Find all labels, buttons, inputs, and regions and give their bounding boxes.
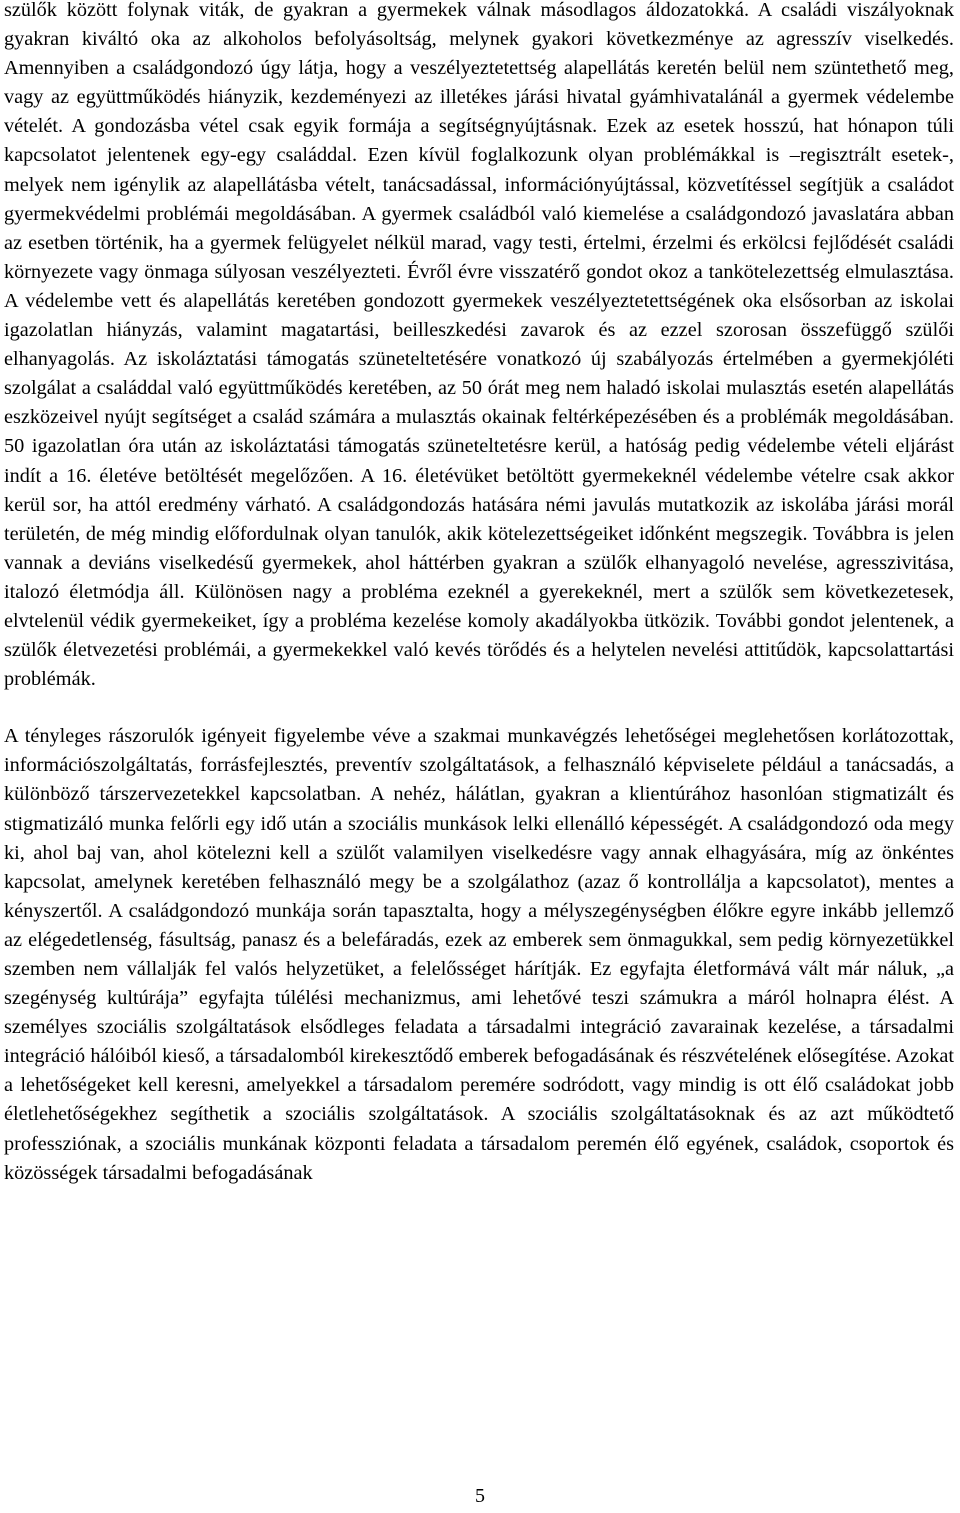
body-paragraph-1: szülők között folynak viták, de gyakran a gyermekek válnak másodlagos áldozatokká. A családi viszályoknak gyakran kiváltó oka az alkoholos befolyásoltság, melynek gyakori következménye az agresszív viselkedés. Amennyiben a családgondozó úgy látja, hogy a veszélyeztetettség alapellátás keretén belül nem szüntethető meg, vagy az együttműködés hiányzik, kezdeményezi az illetékes járási hivatal gyámhivatalánál a gyermek védelembe vételét. A gondozásba vétel csak egyik formája a segítségnyújtásnak. Ezek az esetek hosszú, hat hónapon túli kapcsolatot jelentenek egy-egy családdal. Ezen kívül foglalkozunk olyan problémákkal is –regisztrált esetek-, melyek nem igénylik az alapellátásba vételt, tanácsadással, információnyújtással, közvetítéssel segítjük a családot gyermekvédelmi problémái megoldásában. A gyermek családból való kiemelése a családgondozó javaslatára abban az esetben történik, ha a gyermek felügyelet nélkül marad, vagy testi, értelmi, érzelmi és erkölcsi fejlődését családi környezete vagy önmaga súlyosan veszélyezteti. Évről évre visszatérő gondot okoz a tankötelezettség elmulasztása. A védelembe vett és alapellátás keretében gondozott gyermekek veszélyeztetettségének oka elsősorban az iskolai igazolatlan hiányzás, valamint magatartási, beilleszkedési zavarok és az ezzel szorosan összefüggő szülői elhanyagolás. Az iskoláztatási támogatás szüneteltetésére vonatkozó új szabályozás értelmében a gyermekjóléti szolgálat a családdal való együttműködés keretében, az 50 órát meg nem haladó iskolai mulasztás esetén alapellátás eszközeivel nyújt segítséget a család számára a mulasztás okainak feltérképezésében és a problémák megoldásában. 50 igazolatlan óra után az iskoláztatási támogatás szüneteltetésre kerül, a hatóság pedig védelembe vételi eljárást indít a 16. életéve betöltését megelőzően. A 16. életévüket betöltött gyermekeknél védelembe vételre csak akkor kerül sor, ha attól eredmény várható. A családgondozás hatására némi javulás mutatkozik az iskolába járási morál területén, de még mindig előfordulnak olyan tanulók, akik kötelezettségeiket időnként megszegik. Továbbra is jelen vannak a deviáns viselkedésű gyermekek, ahol háttérben gyakran a szülők elhanyagoló nevelése, agresszivitása, italozó életmódja áll. Különösen nagy a probléma ezeknél a gyerekeknél, mert a szülők sem következetesek, elvtelenül védik gyermekeiket, így a probléma kezelése komoly akadályokba ütközik. További gondot jelentenek, a szülők életvezetési problémái, a gyermekekkel való kevés törődés és a helytelen nevelési attitűdök, kapcsolattartási problémák. <box>4 0 954 691</box>
document-page <box>4 0 954 1188</box>
body-paragraph-2: A tényleges rászorulók igényeit figyelembe véve a szakmai munkavégzés lehetőségei meglehetősen korlátozottak, információszolgáltatás, forrásfejlesztés, preventív szolgáltatások, a felhasználó képviselete például a tanácsadás, a különböző társzervezetekkel kapcsolatban. A nehéz, hálátlan, gyakran a klientúrához hasonlóan stigmatizált és stigmatizáló munka felőrli egy idő után a szociális munkások lelki ellenálló képességét. A családgondozó oda megy ki, ahol baj van, ahol kötelezni kell a szülőt valamilyen viselkedésre vagy annak elhagyására, míg az önkéntes kapcsolat, amelynek keretében felhasználó megy be a szolgálathoz (azaz ő kontrollálja a kapcsolatot), mentes a kényszertől. A családgondozó munkája során tapasztalta, hogy a mélyszegénységben élőkre egyre inkább jellemző az elégedetlenség, fásultság, panasz és a belefáradás, ezek az emberek sem önmagukkal, sem pedig környezetükkel szemben nem vállalják fel valós helyzetüket, a felelősséget hárítják. Ez egyfajta életformává vált már náluk, „a szegénység kultúrája” egyfajta túlélési mechanizmus, ami lehetővé teszi számukra a máról holnapra élést. A személyes szociális szolgáltatások elsődleges feladata a társadalmi integráció zavarainak kezelése, a társadalmi integráció hálóiból kieső, a társadalomból kirekesztődő emberek befogadásának és részvételének elősegítése. Azokat a lehetőségeket kell keresni, amelyekkel a társadalom peremére sodródott, vagy mindig is ott élő családokat jobb életlehetőségekhez segíthetik a szociális szolgáltatások. A szociális szolgáltatásoknak és az azt működtető professziónak, a szociális munkának központi feladata a társadalom peremén élő egyének, családok, csoportok és közösségek társadalmi befogadásának <box>4 725 954 1184</box>
page-number: 5 <box>475 1485 485 1507</box>
